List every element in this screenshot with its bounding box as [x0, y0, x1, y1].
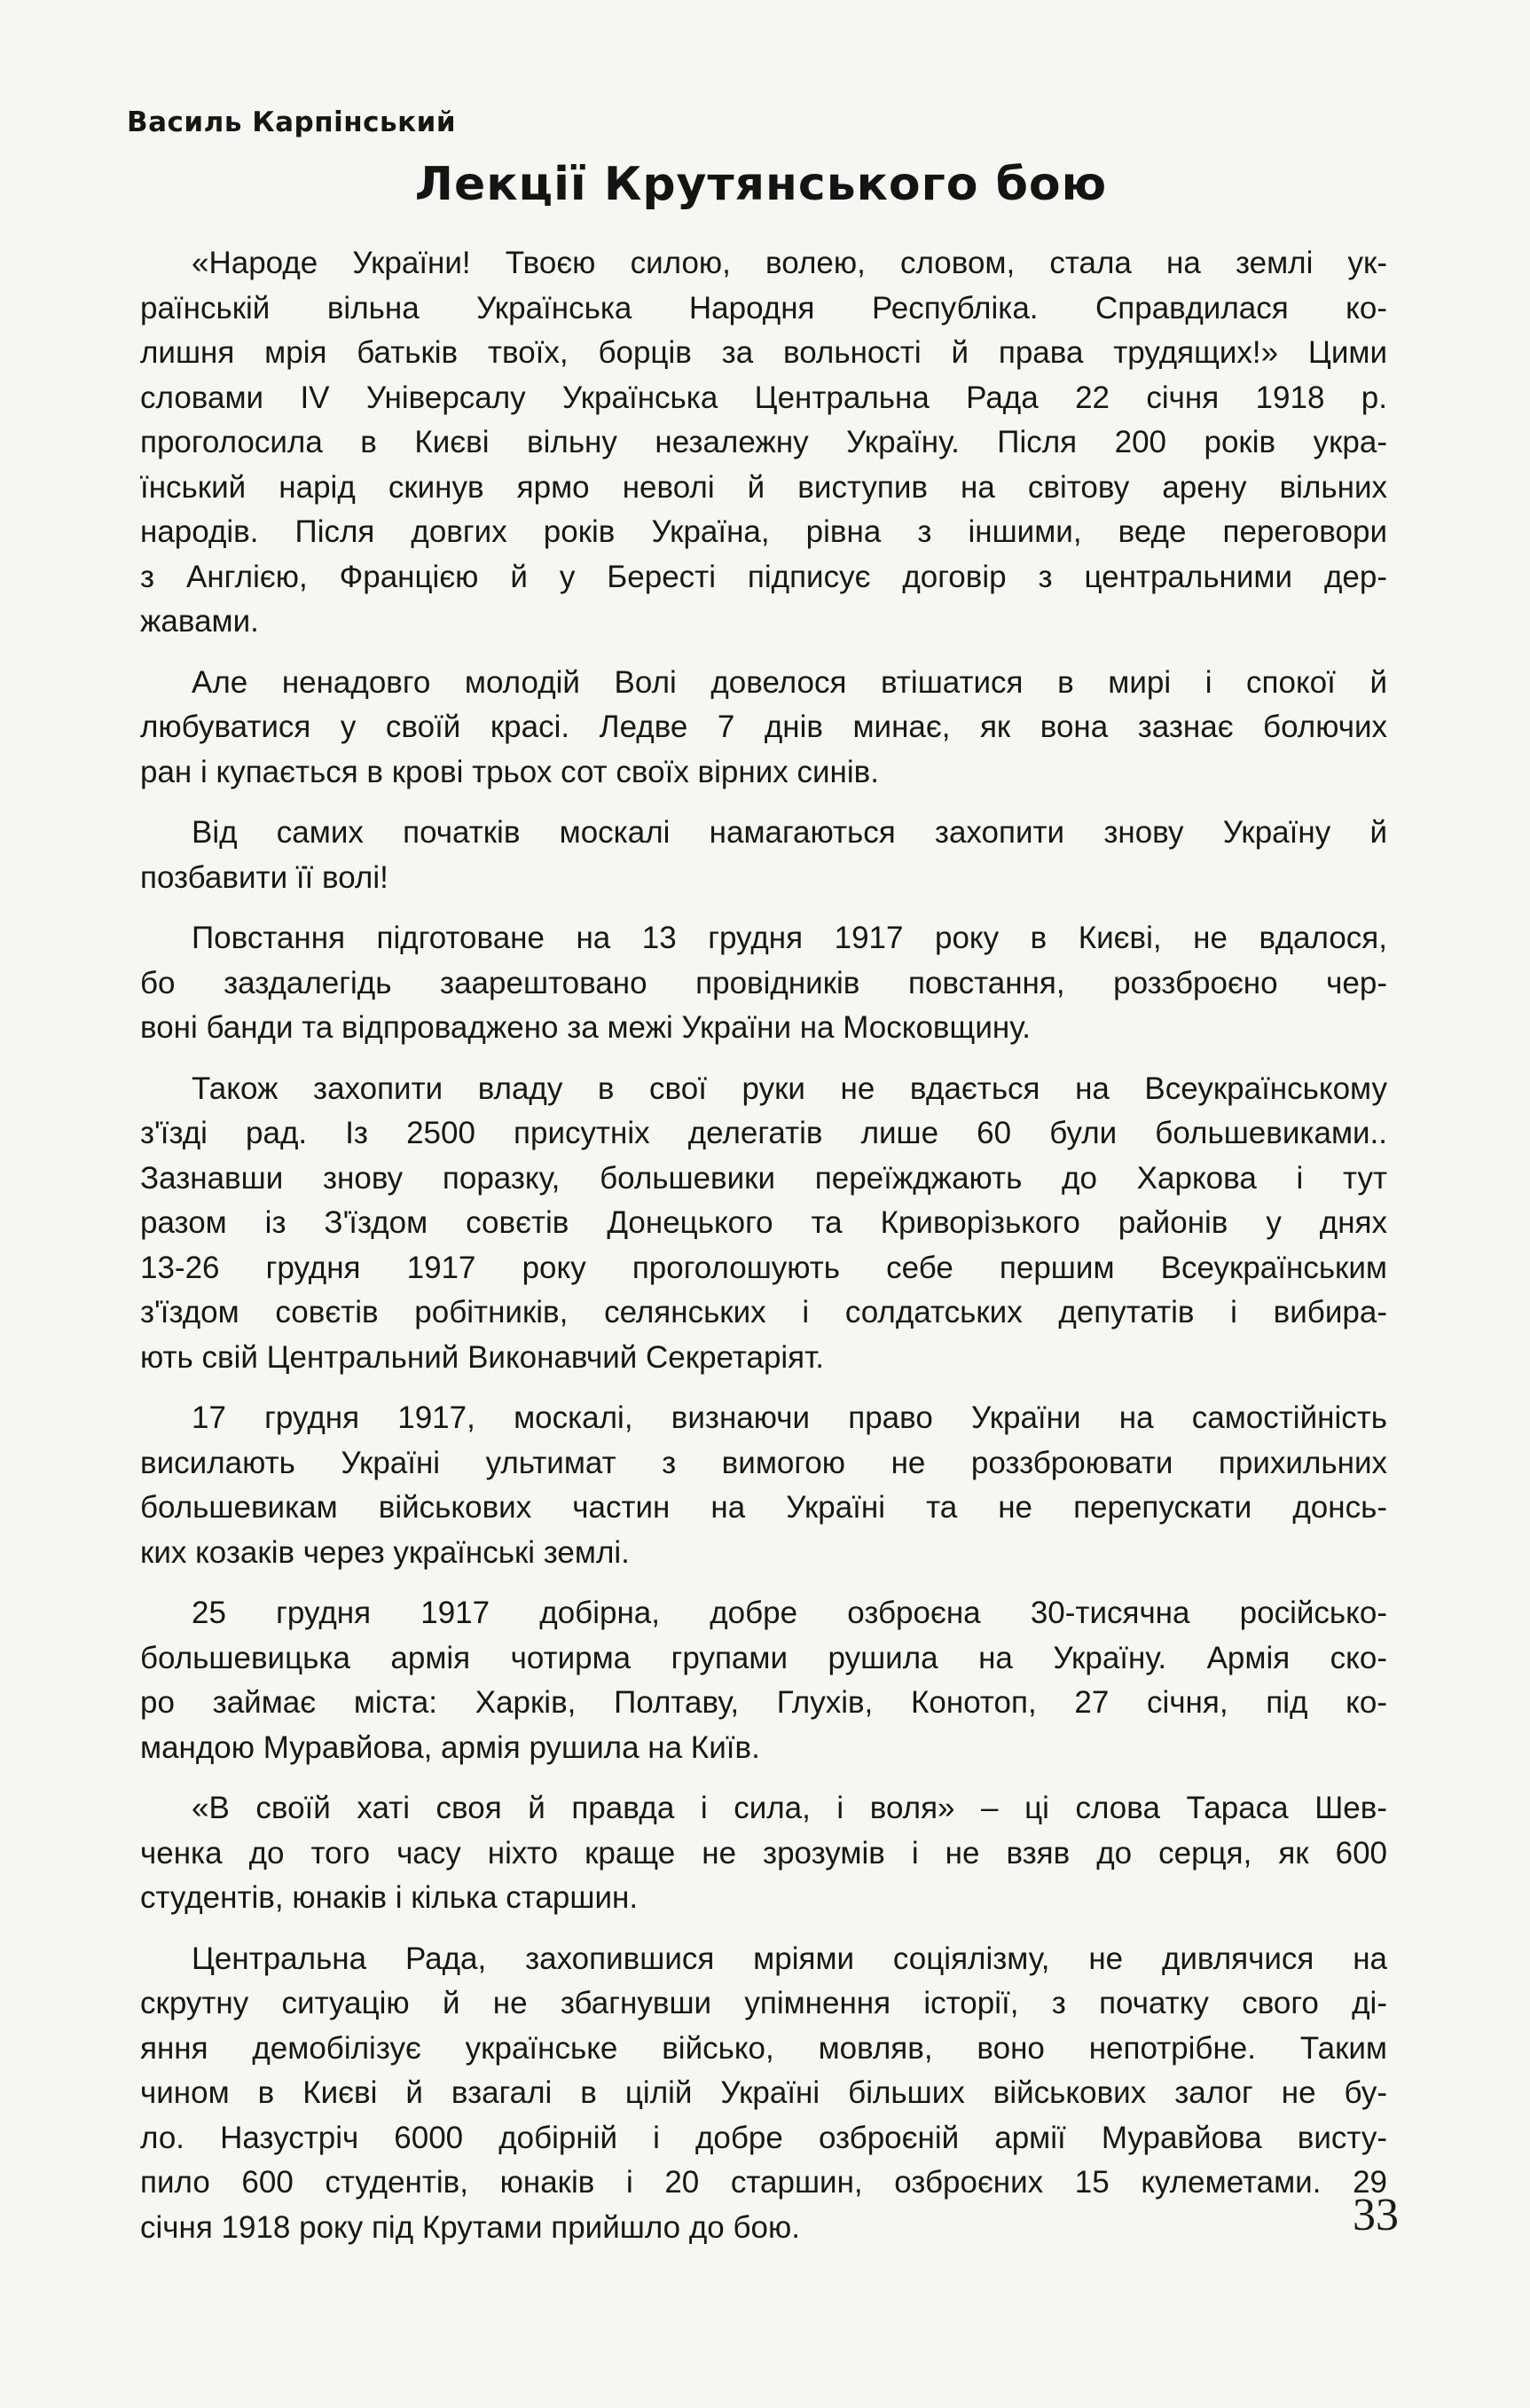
text-line: ють свій Центральний Виконавчий Секретаріят.	[140, 1339, 825, 1375]
text-line: любуватися у своїй красі. Ледве 7 днів минає, як вона зазнає болючих	[140, 710, 1387, 744]
text-line: ран і купається в крові трьох сот своїх вірних синів.	[140, 754, 879, 789]
text-line: жавами.	[140, 604, 259, 639]
text-line: разом із З'їздом совєтів Донецького та Криворізького районів у днях	[140, 1205, 1387, 1240]
text-line: большевикам військових частин на Україні та не перепускати донсь-	[140, 1490, 1387, 1525]
text-line: воні банди та відпроваджено за межі України на Московщину.	[140, 1010, 1031, 1045]
text-line: ло. Назустріч 6000 добірній і добре озброєній армії Муравйова висту-	[140, 2120, 1387, 2155]
page-number: 33	[1353, 2190, 1399, 2240]
text-line: з Англією, Францією й у Бересті підписує договір з центральними дер-	[140, 559, 1387, 594]
text-line: мандою Муравйова, армія рушила на Київ.	[140, 1730, 760, 1765]
paragraph	[140, 1937, 1387, 2251]
text-line: «В своїй хаті своя й правда і сила, і воля» – ці слова Тараса Шев-	[192, 1791, 1387, 1825]
text-line: Повстання підготоване на 13 грудня 1917 року в Києві, не вдалося,	[192, 921, 1387, 955]
text-line: ро займає міста: Харків, Полтаву, Глухів, Конотоп, 27 січня, під ко-	[140, 1685, 1387, 1720]
text-line: студентів, юнаків і кілька старшин.	[140, 1880, 639, 1915]
paragraph	[140, 1786, 1387, 1921]
text-line: з'їздом совєтів робітників, селянських і солдатських депутатів і вибира-	[140, 1295, 1387, 1329]
paragraph	[140, 661, 1387, 796]
article-body	[140, 241, 1387, 2266]
paragraph	[140, 1396, 1387, 1575]
text-line: бо заздалегідь заарештовано провідників повстання, роззброєно чер-	[140, 965, 1387, 1000]
text-line: ченка до того часу ніхто краще не зрозумів і не взяв до серця, як 600	[140, 1835, 1387, 1871]
text-line: «Народе України! Твоєю силою, волею, словом, стала на землі ук-	[192, 246, 1387, 280]
paragraph	[140, 1591, 1387, 1770]
text-line: їнський нарід скинув ярмо неволі й виступив на світову арену вільних	[140, 469, 1387, 505]
text-line: лишня мрія батьків твоїх, борців за вольності й права трудящих!» Цими	[140, 335, 1387, 370]
text-line: Також захопити владу в свої руки не вдається на Всеукраїнському	[192, 1071, 1387, 1106]
text-line: висилають Україні ультимат з вимогою не роззброювати прихильних	[140, 1445, 1387, 1480]
text-line: Від самих початків москалі намагаються захопити знову Україну й	[192, 815, 1387, 850]
article-title: Лекції Крутянського бою	[414, 158, 1108, 211]
author-name: Василь Карпінський	[127, 106, 457, 138]
text-line: ких козаків через українські землі.	[140, 1534, 630, 1570]
text-line: Зазнавши знову поразку, большевики переїжджають до Харкова і тут	[140, 1160, 1387, 1196]
text-line: большевицька армія чотирма групами рушила на Україну. Армія ско-	[140, 1640, 1387, 1675]
text-line: 17 грудня 1917, москалі, визнаючи право України на самостійність	[192, 1400, 1387, 1435]
text-line: раїнській вільна Українська Народня Республіка. Справдилася ко-	[140, 290, 1387, 326]
text-line: народів. Після довгих років Україна, рівна з іншими, веде переговори	[140, 514, 1387, 549]
paragraph	[140, 916, 1387, 1051]
paragraph	[140, 811, 1387, 900]
paragraph	[140, 241, 1387, 645]
text-line: 13-26 грудня 1917 року проголошують себе першим Всеукраїнським	[140, 1250, 1387, 1285]
text-line: з'їзді рад. Із 2500 присутніх делегатів лише 60 були большевиками..	[140, 1116, 1387, 1150]
text-line: Але ненадовго молодій Волі довелося втішатися в мирі і спокої й	[192, 664, 1387, 700]
text-line: позбавити її волі!	[140, 859, 388, 895]
text-line: скрутну ситуацію й не збагнувши упімнення історії, з початку свого ді-	[140, 1986, 1387, 2020]
text-line: чином в Києві й взагалі в цілій Україні більших військових залог не бу-	[140, 2075, 1387, 2110]
text-line: 25 грудня 1917 добірна, добре озброєна 30-тисячна російсько-	[192, 1596, 1387, 1630]
text-line: пило 600 студентів, юнаків і 20 старшин, озброєних 15 кулеметами. 29	[140, 2165, 1387, 2200]
text-line: словами IV Універсалу Українська Центральна Рада 22 січня 1918 р.	[140, 380, 1387, 415]
text-line: проголосила в Києві вільну незалежну Україну. Після 200 років укра-	[140, 425, 1387, 459]
text-line: яння демобілізує українське військо, мовляв, воно непотрібне. Таким	[140, 2030, 1387, 2066]
text-line: січня 1918 року під Крутами прийшло до бою.	[140, 2209, 800, 2245]
text-line: Центральна Рада, захопившися мріями соціялізму, не дивлячися на	[192, 1941, 1387, 1976]
paragraph	[140, 1067, 1387, 1381]
